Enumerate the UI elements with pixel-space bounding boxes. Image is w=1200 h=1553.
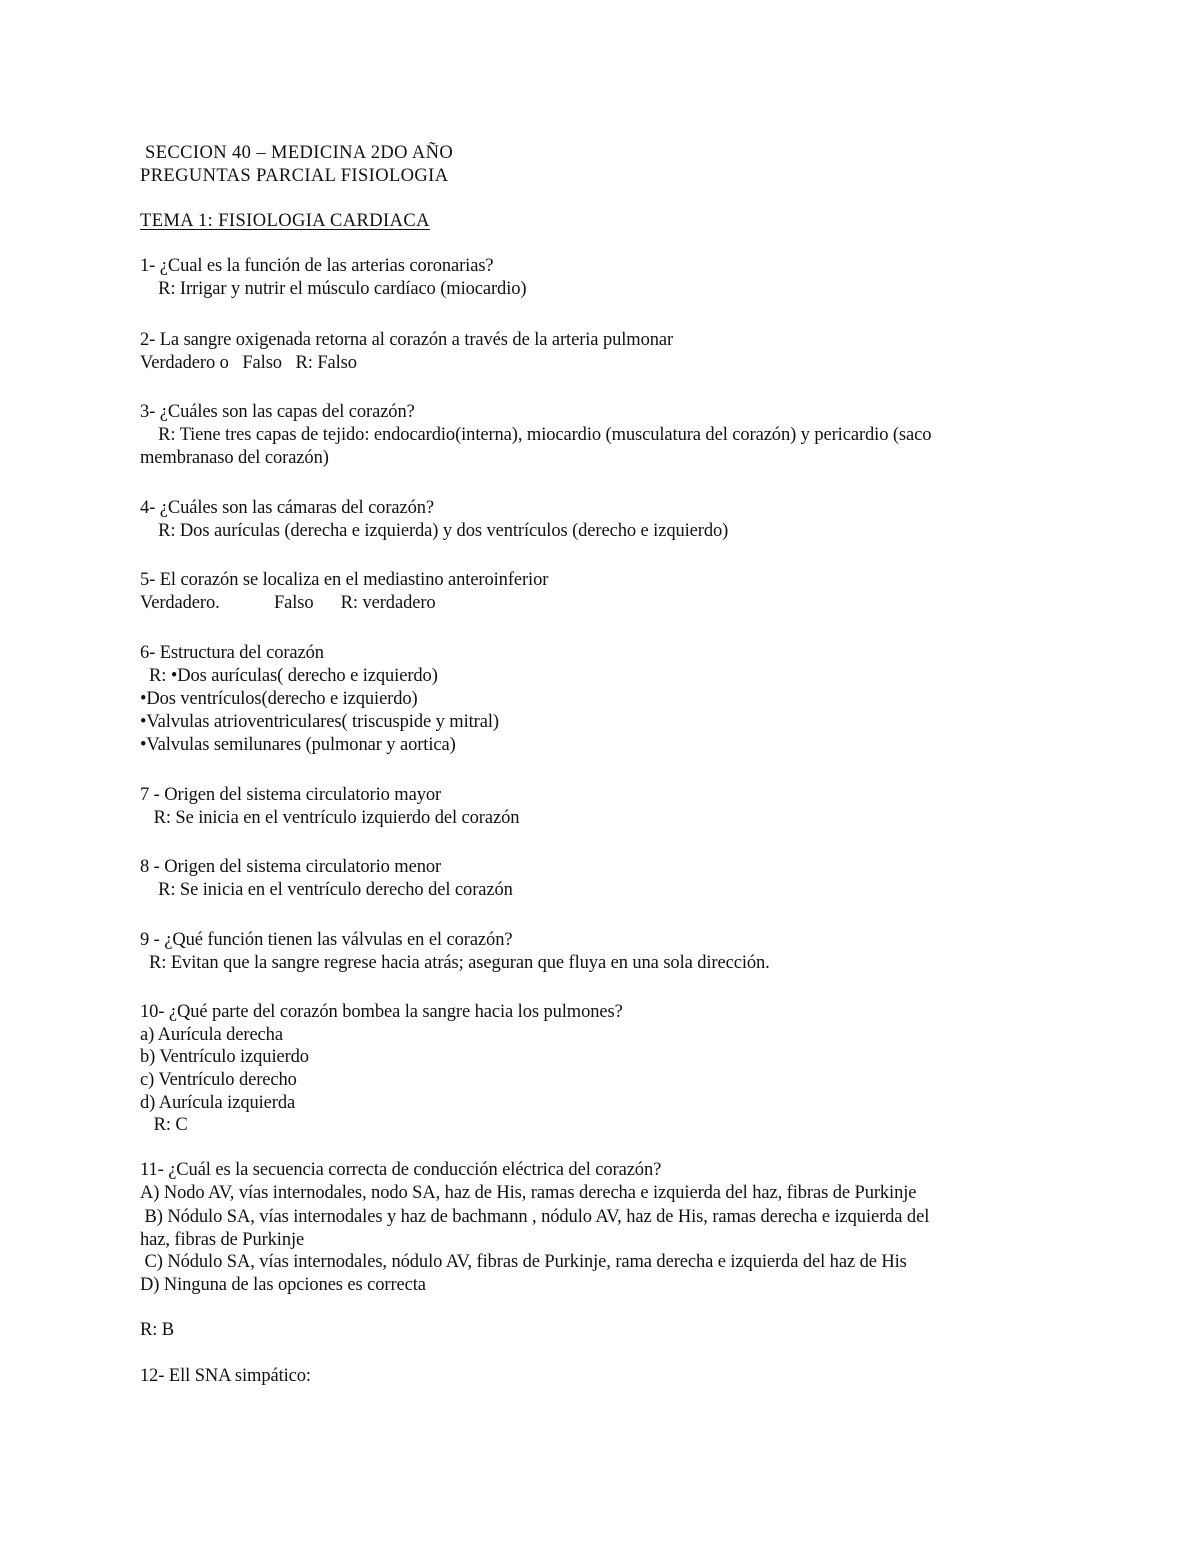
answer-6-line-2: •Dos ventrículos(derecho e izquierdo) (140, 689, 418, 709)
option-11-b-line-1: B) Nódulo SA, vías internodales y haz de bachmann , nódulo AV, haz de His, ramas derecha e izquierda del (140, 1207, 930, 1227)
question-4: 4- ¿Cuáles son las cámaras del corazón? (140, 498, 435, 518)
question-11: 11- ¿Cuál es la secuencia correcta de conducción eléctrica del corazón? (140, 1160, 662, 1180)
answer-11: R: B (140, 1320, 175, 1340)
answer-9: R: Evitan que la sangre regrese hacia atrás; aseguran que fluya en una sola dirección. (140, 953, 770, 973)
question-7: 7 - Origen del sistema circulatorio mayor (140, 785, 442, 805)
answer-8: R: Se inicia en el ventrículo derecho del corazón (140, 880, 513, 900)
question-5: 5- El corazón se localiza en el mediastino anteroinferior (140, 570, 549, 590)
header-section: SECCION 40 – MEDICINA 2DO AÑO (140, 143, 454, 163)
question-1: 1- ¿Cual es la función de las arterias coronarias? (140, 256, 494, 276)
answer-6-line-1: R: •Dos aurículas( derecho e izquierdo) (140, 666, 438, 686)
option-10-b: b) Ventrículo izquierdo (140, 1047, 309, 1067)
option-11-b-line-2: haz, fibras de Purkinje (140, 1230, 305, 1250)
option-10-a: a) Aurícula derecha (140, 1025, 283, 1045)
answer-6-line-3: •Valvulas atrioventriculares( triscuspide y mitral) (140, 712, 499, 732)
header-title: PREGUNTAS PARCIAL FISIOLOGIA (140, 166, 449, 186)
question-9: 9 - ¿Qué función tienen las válvulas en el corazón? (140, 930, 513, 950)
question-2: 2- La sangre oxigenada retorna al corazón a través de la arteria pulmonar (140, 330, 674, 350)
answer-6-line-4: •Valvulas semilunares (pulmonar y aortica) (140, 735, 456, 755)
answer-3-line-2: membranaso del corazón) (140, 448, 329, 468)
topic-heading: TEMA 1: FISIOLOGIA CARDIACA (140, 211, 430, 231)
answer-1: R: Irrigar y nutrir el músculo cardíaco (miocardio) (140, 279, 527, 299)
question-12: 12- Ell SNA simpático: (140, 1366, 311, 1386)
option-11-a: A) Nodo AV, vías internodales, nodo SA, haz de His, ramas derecha e izquierda del haz, fibras de Purkinje (140, 1183, 917, 1203)
answer-4: R: Dos aurículas (derecha e izquierda) y dos ventrículos (derecho e izquierdo) (140, 521, 729, 541)
question-6: 6- Estructura del corazón (140, 643, 324, 663)
option-10-c: c) Ventrículo derecho (140, 1070, 297, 1090)
option-11-d: D) Ninguna de las opciones es correcta (140, 1275, 426, 1295)
option-11-c: C) Nódulo SA, vías internodales, nódulo AV, fibras de Purkinje, rama derecha e izquierda del haz de His (140, 1252, 907, 1272)
question-3: 3- ¿Cuáles son las capas del corazón? (140, 402, 415, 422)
option-10-d: d) Aurícula izquierda (140, 1093, 296, 1113)
answer-2: Verdadero o Falso R: Falso (140, 353, 357, 373)
answer-3-line-1: R: Tiene tres capas de tejido: endocardio(interna), miocardio (musculatura del corazón) y pericardio (saco (140, 425, 932, 445)
answer-7: R: Se inicia en el ventrículo izquierdo del corazón (140, 808, 520, 828)
question-8: 8 - Origen del sistema circulatorio menor (140, 857, 442, 877)
question-10: 10- ¿Qué parte del corazón bombea la sangre hacia los pulmones? (140, 1002, 623, 1022)
answer-5: Verdadero. Falso R: verdadero (140, 593, 436, 613)
answer-10: R: C (140, 1115, 188, 1135)
